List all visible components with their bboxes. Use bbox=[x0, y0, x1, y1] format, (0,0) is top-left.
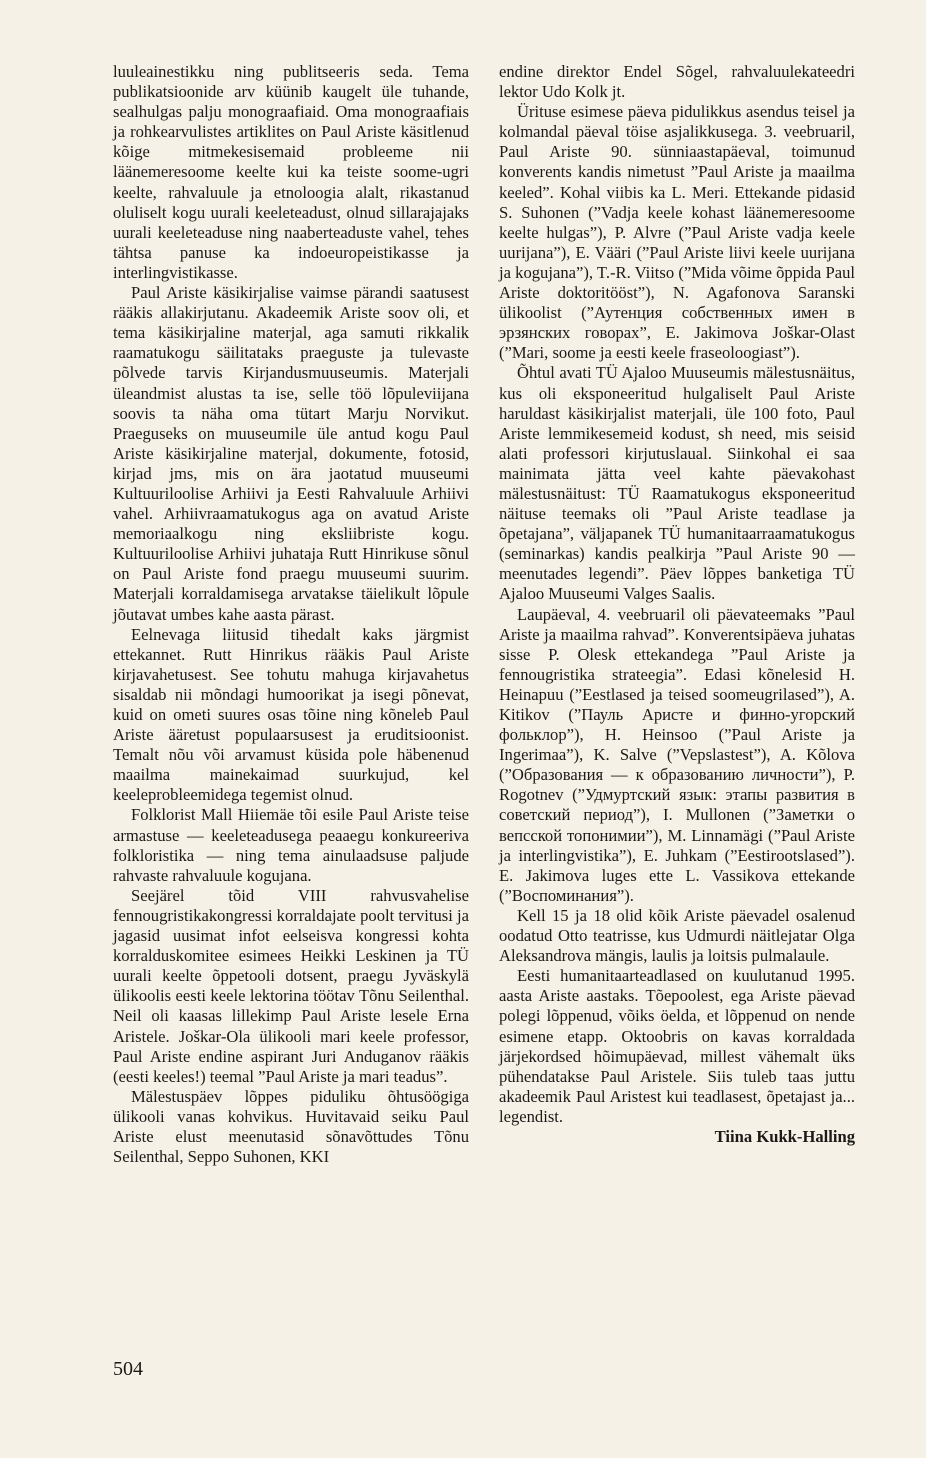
paragraph: Eelnevaga liitusid tihedalt kaks järgmist ettekannet. Rutt Hinrikus rääkis Paul Ariste kirjavahetusest. See tohutu mahuga kirjavahetus sisaldab nii mõndagi humoorikat ja isegi põnevat, kuid on ometi suures osas tõine ning kõneleb Paul Ariste ääretust populaarsusest ja eruditsioonist. Temalt nõu või arvamust küsida pole häbenenud maailma mainekaimad suurkujud, kel keeleprobleemidega tegemist olnud. bbox=[113, 624, 469, 805]
page-number: 504 bbox=[113, 1358, 143, 1380]
paragraph: Mälestuspäev lõppes piduliku õhtusöögiga ülikooli vanas kohvikus. Huvitavaid seiku Paul Ariste elust meenutasid sõnavõttudes Tõnu Seilenthal, Seppo Suhonen, KKI bbox=[113, 1086, 469, 1167]
paragraph: luuleainestikku ning publitseeris seda. Tema publikatsioonide arv küünib kaugelt üle tuhande, sealhulgas palju monograafiaid. Oma monograafiais ja rohkearvulistes artiklites on Paul Ariste käsitlenud kõige mitmekesisemaid probleeme nii läänemeresoome keelte kui ka teiste soome-ugri keelte, rahvaluule ja etnoloogia alalt, rikastanud oluliselt kogu uurali keeleteadust, olnud sillarajajaks uurali keeleteaduse ning naaberteaduste vahel, tehes tähtsa panuse ka indoeuropeistikasse ja interlingvistikasse. bbox=[113, 62, 469, 282]
paragraph: Kell 15 ja 18 olid kõik Ariste päevadel osalenud oodatud Otto teatrisse, kus Udmurdi näitlejatar Olga Aleksandrova mängis, laulis ja loitsis pulmalaule. bbox=[499, 905, 855, 966]
paragraph: Seejärel tõid VIII rahvusvahelise fennougristikakongressi korraldajate poolt tervitusi ja jagasid uusimat infot eelseisva kongressi kohta korralduskomitee esimees Heikki Leskinen ja TÜ uurali keelte õppetooli dotsent, praegu Jyväskylä ülikoolis eesti keele lektorina töötav Tõnu Seilenthal. Neil oli kaasas lillekimp Paul Ariste lesele Erna Aristele. Joškar-Ola ülikooli mari keele professor, Paul Ariste endine aspirant Juri Anduganov rääkis (eesti keeles!) teemal ”Paul Ariste ja mari teadus”. bbox=[113, 885, 469, 1086]
author-signature: Tiina Kukk-Halling bbox=[714, 1126, 855, 1146]
paragraph: endine direktor Endel Sõgel, rahvaluulekateedri lektor Udo Kolk jt. bbox=[499, 62, 855, 102]
paragraph: Paul Ariste käsikirjalise vaimse pärandi saatusest rääkis allakirjutanu. Akadeemik Ariste soov oli, et tema käsikirjaline materjal, aga samuti rikkalik raamatukogu säilitataks praeguste ja tulevaste põlvede tarvis Kirjandusmuuseumis. Materjali üleandmist alustas ta ise, selle töö lõpuleviijana soovis ta näha oma tütart Marju Norvikut. Praeguseks on muuseumile üle antud kogu Paul Ariste käsikirjaline materjal, dokumente, fotosid, kirjad jms, mis on ära jaotatud muuseumi Kultuuriloolise Arhiivi ja Eesti Rahvaluule Arhiivi vahel. Arhiivraamatukogus aga on avatud Ariste memoriaalkogu ning eksliibriste kogu. Kultuuriloolise Arhiivi juhataja Rutt Hinrikuse sõnul on Paul Ariste fond praegu muuseumi suurim. Materjali korraldamisega arvatakse täielikult lõpule jõutavat umbes kahe aasta pärast. bbox=[113, 283, 469, 624]
paragraph: Folklorist Mall Hiiemäe tõi esile Paul Ariste teise armastuse — keeleteadusega peaaegu konkureeriva folkloristika — ning tema ainulaadsuse paljude rahvaste rahvaluule kogujana. bbox=[113, 805, 469, 885]
right-column bbox=[499, 62, 855, 1147]
paragraph: Eesti humanitaarteadlased on kuulutanud 1995. aasta Ariste aastaks. Tõepoolest, ega Ariste päevad polegi lõppenud, võiks öelda, et lõppenud on nende esimene etapp. Oktoobris on kavas korraldada järjekordsed hõimupäevad, millest vähemalt üks pühendatakse Paul Aristele. Siis tuleb taas juttu akadeemik Paul Aristest kui teadlasest, õpetajast ja... legendist. bbox=[499, 966, 855, 1126]
paragraph: Ürituse esimese päeva pidulikkus asendus teisel ja kolmandal päeval töise asjalikkusega. 3. veebruaril, Paul Ariste 90. sünniaastapäeval, toimunud konverents kandis nimetust ”Paul Ariste ja maailma keeled”. Kohal viibis ka L. Meri. Ettekande pidasid S. Suhonen (”Vadja keele kohast läänemeresoome keelte hulgas”), P. Alvre (”Paul Ariste vadja keele uurijana”), E. Vääri (”Paul Ariste liivi keele uurijana ja kogujana”), T.-R. Viitso (”Mida võime õppida Paul Ariste doktoritööst”), N. Agafonova Saranski ülikoolist (”Аутенция собственных имен в эрзянских говорах”, E. Jakimova Joškar-Olast (”Mari, soome ja eesti keele fraseoloogiast”). bbox=[499, 102, 855, 363]
paragraph: Õhtul avati TÜ Ajaloo Muuseumis mälestusnäitus, kus oli eksponeeritud hulgaliselt Paul Ariste haruldast käsikirjalist materjali, üle 100 foto, Paul Ariste lemmikesemeid kodust, sh need, mis seisid alati professori kirjutuslaual. Siinkohal ei saa mainimata jätta veel kahte päevakohast mälestusnäitust: TÜ Raamatukogus eksponeeritud näituse teemaks oli ”Paul Ariste teadlase ja õpetajana”, väljapanek TÜ humanitaarraamatukogus (seminarkas) kandis pealkirja ”Paul Ariste 90 — meenutades legendi”. Päev lõppes banketiga TÜ Ajaloo Muuseumi Valges Saalis. bbox=[499, 363, 855, 604]
left-column bbox=[113, 62, 469, 1167]
paragraph: Laupäeval, 4. veebruaril oli päevateemaks ”Paul Ariste ja maailma rahvad”. Konverentsipäeva juhatas sisse P. Olesk ettekandega ”Paul Ariste ja fennougristika strateegia”. Edasi kõnelesid H. Heinapuu (”Eestlased ja teised soomeugrilased”), A. Kitikov (”Пауль Аристе и финно-угорский фольклор”), H. Heinsoo (”Paul Ariste ja Ingerimaa”), K. Salve (”Vepslastest”), A. Kõlova (”Образования — к образованию личности”), P. Rogotnev (”Удмуртский язык: этапы развития в советский период”), I. Mullonen (”Заметки о вепсской топонимии”), M. Linnamägi (”Paul Ariste ja interlingvistika”), E. Juhkam (”Eestirootslased”). E. Jakimova luges ette L. Vassikova ettekande (”Воспоминания”). bbox=[499, 604, 855, 905]
